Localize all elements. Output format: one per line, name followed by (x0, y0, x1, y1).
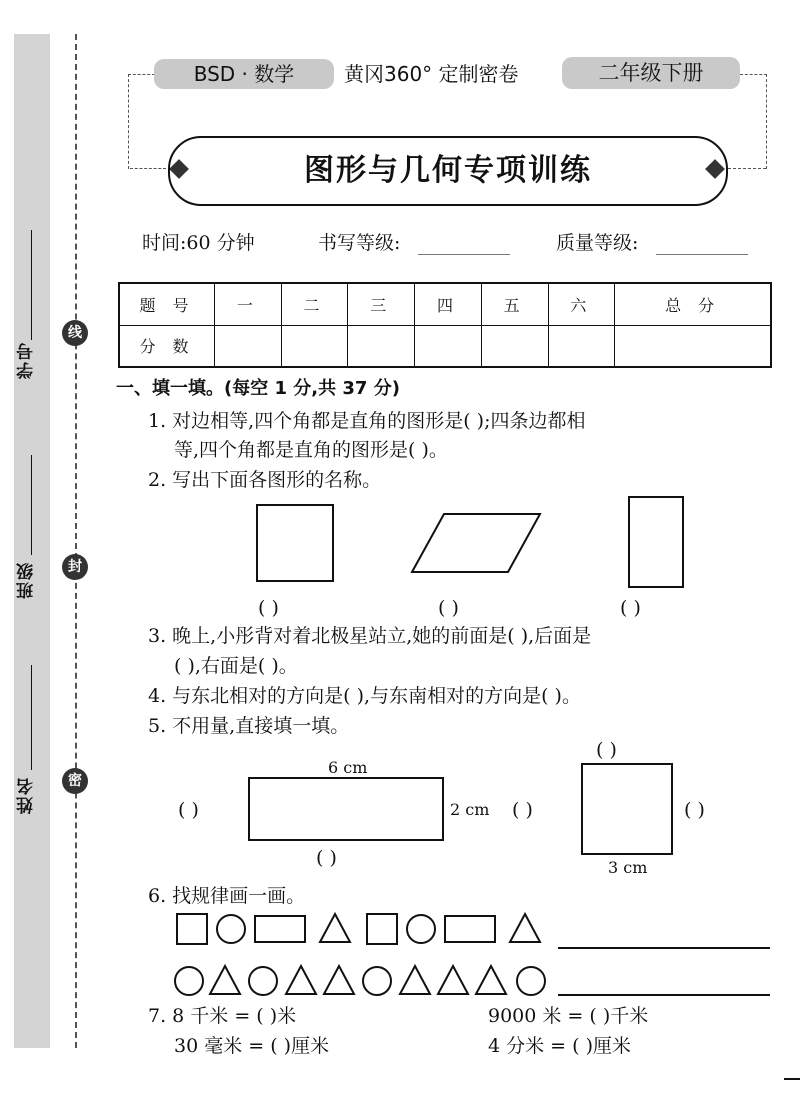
pattern-answer-line[interactable] (558, 947, 770, 949)
writing-grade-label: 书写等级: (318, 232, 401, 254)
answer-blank[interactable]: ( ) (596, 739, 617, 761)
table-header-cell: 二 (281, 283, 348, 325)
square-bottom-label: 3 cm (608, 858, 648, 877)
answer-blank[interactable]: ( ) (620, 597, 641, 619)
pattern-answer-line[interactable] (558, 994, 770, 996)
score-table (118, 282, 772, 368)
rectangle-shape (444, 915, 496, 943)
score-cell[interactable] (548, 325, 615, 367)
score-cell[interactable] (281, 325, 348, 367)
table-header-cell: 三 (348, 283, 415, 325)
question-4: 4. 与东北相对的方向是( ),与东南相对的方向是( )。 (148, 685, 581, 707)
quality-grade-label: 质量等级: (556, 232, 639, 254)
table-header-cell: 总 分 (615, 283, 771, 325)
triangle-shape (474, 964, 508, 996)
triangle-shape (208, 964, 242, 996)
question-7-b: 9000 米 = ( )千米 (488, 1005, 649, 1027)
page-edge-mark (784, 1078, 800, 1080)
subject-pill: BSD · 数学 (154, 59, 334, 89)
quality-grade-field[interactable] (656, 254, 748, 255)
answer-blank[interactable]: ( ) (316, 847, 337, 869)
score-cell[interactable] (415, 325, 482, 367)
title-dash-right (728, 168, 766, 171)
square-measure-figure (581, 763, 673, 855)
answer-blank[interactable]: ( ) (178, 799, 199, 821)
question-3-line-2: ( ),右面是( )。 (174, 655, 298, 677)
writing-grade-field[interactable] (418, 254, 510, 255)
student-id-label: 学号 (17, 341, 37, 379)
score-row-label: 分 数 (119, 325, 215, 367)
table-header-cell: 四 (415, 283, 482, 325)
series-name: 黄冈360° 定制密卷 (344, 62, 519, 86)
rectangle-shape (254, 915, 306, 943)
cut-line (75, 34, 77, 1048)
circle-shape (174, 966, 204, 996)
class-label: 班级 (17, 561, 37, 599)
rectangle-figure (628, 496, 684, 588)
table-header-cell: 五 (481, 283, 548, 325)
seal-seal-icon: 封 (62, 554, 88, 580)
grade-pill: 二年级下册 (562, 57, 740, 89)
table-header-cell: 题 号 (119, 283, 215, 325)
circle-shape (216, 914, 246, 944)
triangle-shape (398, 964, 432, 996)
answer-blank[interactable]: ( ) (258, 597, 279, 619)
header-bracket-left (128, 74, 155, 169)
title-dash-left (130, 168, 166, 171)
triangle-shape (318, 912, 352, 944)
question-5: 5. 不用量,直接填一填。 (148, 715, 350, 737)
time-limit: 时间:60 分钟 (142, 232, 255, 254)
name-line (31, 665, 32, 770)
score-cell[interactable] (615, 325, 771, 367)
table-header-cell: 一 (215, 283, 282, 325)
binding-strip (14, 34, 50, 1048)
question-6: 6. 找规律画一画。 (148, 885, 306, 907)
square-shape (366, 913, 398, 945)
question-1-line-1: 1. 对边相等,四个角都是直角的图形是( );四条边都相 (148, 410, 586, 432)
triangle-shape (436, 964, 470, 996)
class-line (31, 455, 32, 555)
circle-shape (516, 966, 546, 996)
triangle-shape (322, 964, 356, 996)
question-7-a: 7. 8 千米 = ( )米 (148, 1005, 297, 1027)
name-label: 姓名 (17, 776, 37, 814)
rectangle-measure-figure (248, 777, 444, 841)
score-cell[interactable] (348, 325, 415, 367)
table-header-cell: 六 (548, 283, 615, 325)
rect-right-label: 2 cm (450, 800, 490, 819)
circle-shape (406, 914, 436, 944)
answer-blank[interactable]: ( ) (684, 799, 705, 821)
score-cell[interactable] (215, 325, 282, 367)
question-7-c: 30 毫米 = ( )厘米 (174, 1035, 330, 1057)
circle-shape (362, 966, 392, 996)
seal-line-icon: 线 (62, 320, 88, 346)
score-cell[interactable] (481, 325, 548, 367)
rect-top-label: 6 cm (328, 758, 368, 777)
seal-secret-icon: 密 (62, 768, 88, 794)
question-7-d: 4 分米 = ( )厘米 (488, 1035, 631, 1057)
triangle-shape (508, 912, 542, 944)
triangle-shape (284, 964, 318, 996)
student-id-line (31, 230, 32, 340)
section-title: 一、填一填。(每空 1 分,共 37 分) (116, 378, 400, 399)
question-2: 2. 写出下面各图形的名称。 (148, 469, 382, 491)
parallelogram-figure (410, 512, 542, 574)
answer-blank[interactable]: ( ) (438, 597, 459, 619)
answer-blank[interactable]: ( ) (512, 799, 533, 821)
square-shape (176, 913, 208, 945)
question-3-line-1: 3. 晚上,小彤背对着北极星站立,她的前面是( ),后面是 (148, 625, 592, 647)
page-title: 图形与几何专项训练 (168, 136, 728, 206)
question-1-line-2: 等,四个角都是直角的图形是( )。 (174, 439, 448, 461)
square-figure (256, 504, 334, 582)
header-bracket-right (740, 74, 767, 169)
circle-shape (248, 966, 278, 996)
